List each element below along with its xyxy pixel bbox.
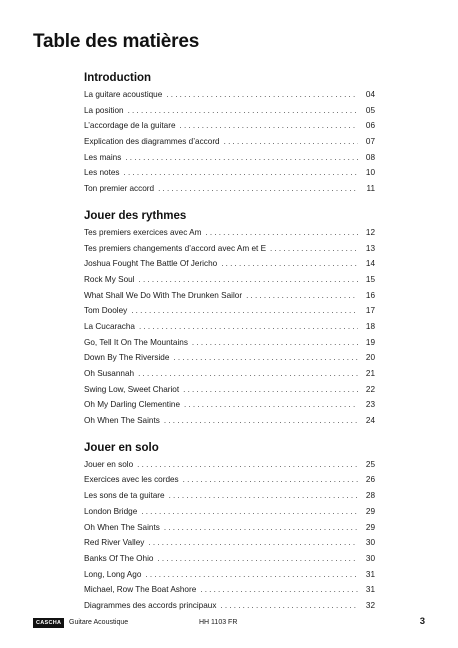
toc-entry-page: 29: [365, 506, 375, 516]
dot-leader: [141, 504, 358, 520]
toc-entry[interactable]: [84, 288, 375, 304]
section-heading-solo: Jouer en solo: [84, 441, 159, 454]
toc-entry[interactable]: [84, 582, 375, 598]
dot-leader: [173, 350, 358, 366]
toc-entry[interactable]: [84, 134, 375, 150]
toc-entry[interactable]: [84, 397, 375, 413]
section-heading-rythmes: Jouer des rythmes: [84, 209, 187, 222]
toc-entry-label: Rock My Soul: [84, 274, 135, 284]
dot-leader: [200, 582, 358, 598]
toc-entry-page: 26: [365, 475, 375, 485]
toc-entry-page: 05: [365, 105, 375, 115]
dot-leader: [205, 225, 358, 241]
toc-entry-page: 32: [365, 600, 375, 610]
dot-leader: [192, 335, 358, 351]
dot-leader: [183, 382, 358, 398]
dot-leader: [139, 319, 358, 335]
toc-entry[interactable]: [84, 225, 375, 241]
toc-entry[interactable]: [84, 335, 375, 351]
dot-leader: [128, 103, 358, 119]
toc-entry-page: 21: [365, 369, 375, 378]
page-footer: [33, 617, 425, 631]
toc-entry-label: Diagrammes des accords principaux: [84, 600, 217, 610]
toc-entry-page: 18: [365, 321, 375, 331]
toc-entry-label: Explication des diagrammes d’accord: [84, 137, 220, 147]
toc-entry[interactable]: [84, 150, 375, 166]
toc-entry-page: 08: [365, 152, 375, 162]
page-title: Table des matières: [33, 31, 200, 52]
toc-entry-label: La position: [84, 105, 124, 115]
toc-entry-page: 10: [365, 168, 375, 178]
toc-entry-page: 16: [365, 290, 375, 300]
toc-entry-page: 17: [365, 306, 375, 316]
toc-entry-label: La Cucaracha: [84, 321, 135, 331]
toc-entry[interactable]: [84, 241, 375, 257]
dot-leader: [221, 256, 358, 272]
toc-entry-page: 20: [365, 353, 375, 363]
toc-entry-label: Go, Tell It On The Mountains: [84, 337, 188, 347]
toc-entry[interactable]: [84, 472, 375, 488]
toc-entry-page: 22: [365, 384, 375, 394]
dot-leader: [124, 165, 358, 181]
toc-entry-label: Oh When The Saints: [84, 416, 160, 426]
toc-entry-page: 07: [365, 137, 375, 147]
toc-entry-page: 04: [365, 90, 375, 99]
toc-entry-page: 14: [365, 259, 375, 269]
toc-entry[interactable]: [84, 598, 375, 614]
toc-entry[interactable]: [84, 551, 375, 567]
toc-entry-page: 31: [365, 585, 375, 595]
dot-leader: [137, 457, 358, 473]
dot-leader: [139, 272, 358, 288]
toc-entry-page: 24: [365, 416, 375, 426]
toc-entry-label: Oh When The Saints: [84, 522, 160, 532]
section-solo: [84, 457, 375, 614]
dot-leader: [246, 288, 358, 304]
toc-entry-page: 29: [365, 522, 375, 532]
dot-leader: [164, 413, 358, 429]
toc-entry-label: L’accordage de la guitare: [84, 121, 176, 131]
dot-leader: [184, 397, 358, 413]
footer-book-title: Guitare Acoustique: [69, 619, 129, 626]
toc-entry-page: 30: [365, 538, 375, 548]
toc-entry-label: Michael, Row The Boat Ashore: [84, 585, 197, 595]
toc-entry[interactable]: [84, 535, 375, 551]
toc-entry-page: 13: [365, 243, 375, 253]
toc-entry-page: 28: [365, 491, 375, 501]
toc-entry-label: What Shall We Do With The Drunken Sailor: [84, 290, 243, 300]
dot-leader: [180, 118, 359, 134]
section-rythmes: [84, 225, 375, 429]
footer-catalog-number: HH 1103 FR: [199, 619, 238, 626]
toc-entry[interactable]: [84, 413, 375, 429]
dot-leader: [220, 598, 358, 614]
toc-entry-label: Banks Of The Ohio: [84, 553, 154, 563]
toc-entry-page: 25: [365, 459, 375, 469]
toc-entry-label: Oh Susannah: [84, 369, 135, 378]
toc-entry-label: Jouer en solo: [84, 459, 134, 469]
toc-entry-label: Les notes: [84, 168, 120, 178]
toc-entry[interactable]: [84, 87, 375, 103]
toc-entry-label: London Bridge: [84, 506, 138, 516]
toc-entry[interactable]: [84, 165, 375, 181]
dot-leader: [270, 241, 358, 257]
toc-entry[interactable]: [84, 457, 375, 473]
section-heading-introduction: Introduction: [84, 72, 152, 84]
toc-entry-label: Joshua Fought The Battle Of Jericho: [84, 259, 218, 269]
toc-entry[interactable]: [84, 181, 375, 197]
toc-entry[interactable]: [84, 319, 375, 335]
toc-entry-page: 31: [365, 569, 375, 579]
dot-leader: [125, 150, 358, 166]
toc-entry[interactable]: [84, 382, 375, 398]
toc-entry[interactable]: [84, 103, 375, 119]
toc-entry-page: 11: [366, 184, 375, 194]
page-number: 3: [419, 616, 425, 627]
toc-entry[interactable]: [84, 256, 375, 272]
toc-entry-label: Swing Low, Sweet Chariot: [84, 384, 180, 394]
dot-leader: [157, 551, 358, 567]
toc-entry-label: Les sons de ta guitare: [84, 491, 165, 501]
toc-entry-label: Red River Valley: [84, 538, 145, 548]
dot-leader: [183, 472, 358, 488]
dot-leader: [158, 181, 358, 197]
dot-leader: [166, 87, 358, 103]
dot-leader: [145, 567, 358, 583]
toc-entry[interactable]: [84, 567, 375, 583]
toc-entry[interactable]: [84, 303, 375, 319]
toc-entry-label: Oh My Darling Clementine: [84, 400, 181, 410]
toc-entry-page: 06: [365, 121, 375, 131]
toc-entry-page: 23: [365, 400, 375, 410]
toc-entry[interactable]: [84, 350, 375, 366]
table-of-contents: [84, 70, 375, 614]
toc-entry-page: 15: [365, 274, 375, 284]
dot-leader: [138, 366, 358, 382]
dot-leader: [224, 134, 358, 150]
toc-entry-page: 19: [365, 337, 375, 347]
toc-entry-label: Down By The Riverside: [84, 353, 170, 363]
toc-entry-label: Les mains: [84, 152, 122, 162]
toc-entry-label: Exercices avec les cordes: [84, 475, 179, 485]
toc-entry-page: 30: [365, 553, 375, 563]
dot-leader: [148, 535, 358, 551]
toc-entry[interactable]: [84, 488, 375, 504]
toc-entry-label: Ton premier accord: [84, 184, 155, 194]
dot-leader: [164, 520, 358, 536]
toc-entry-label: Tes premiers changements d’accord avec Am et E: [84, 243, 267, 253]
toc-entry-label: Tes premiers exercices avec Am: [84, 227, 202, 237]
publisher-logo: CASCHA: [33, 618, 64, 628]
toc-entry-label: Tom Dooley: [84, 306, 128, 316]
toc-entry-label: La guitare acoustique: [84, 90, 163, 99]
dot-leader: [169, 488, 358, 504]
toc-entry[interactable]: [84, 366, 375, 382]
toc-entry[interactable]: [84, 272, 375, 288]
toc-entry-label: Long, Long Ago: [84, 569, 142, 579]
toc-entry[interactable]: [84, 520, 375, 536]
toc-entry[interactable]: [84, 504, 375, 520]
toc-entry[interactable]: [84, 118, 375, 134]
toc-entry-page: 12: [365, 227, 375, 237]
section-introduction: [84, 87, 375, 197]
dot-leader: [131, 303, 358, 319]
